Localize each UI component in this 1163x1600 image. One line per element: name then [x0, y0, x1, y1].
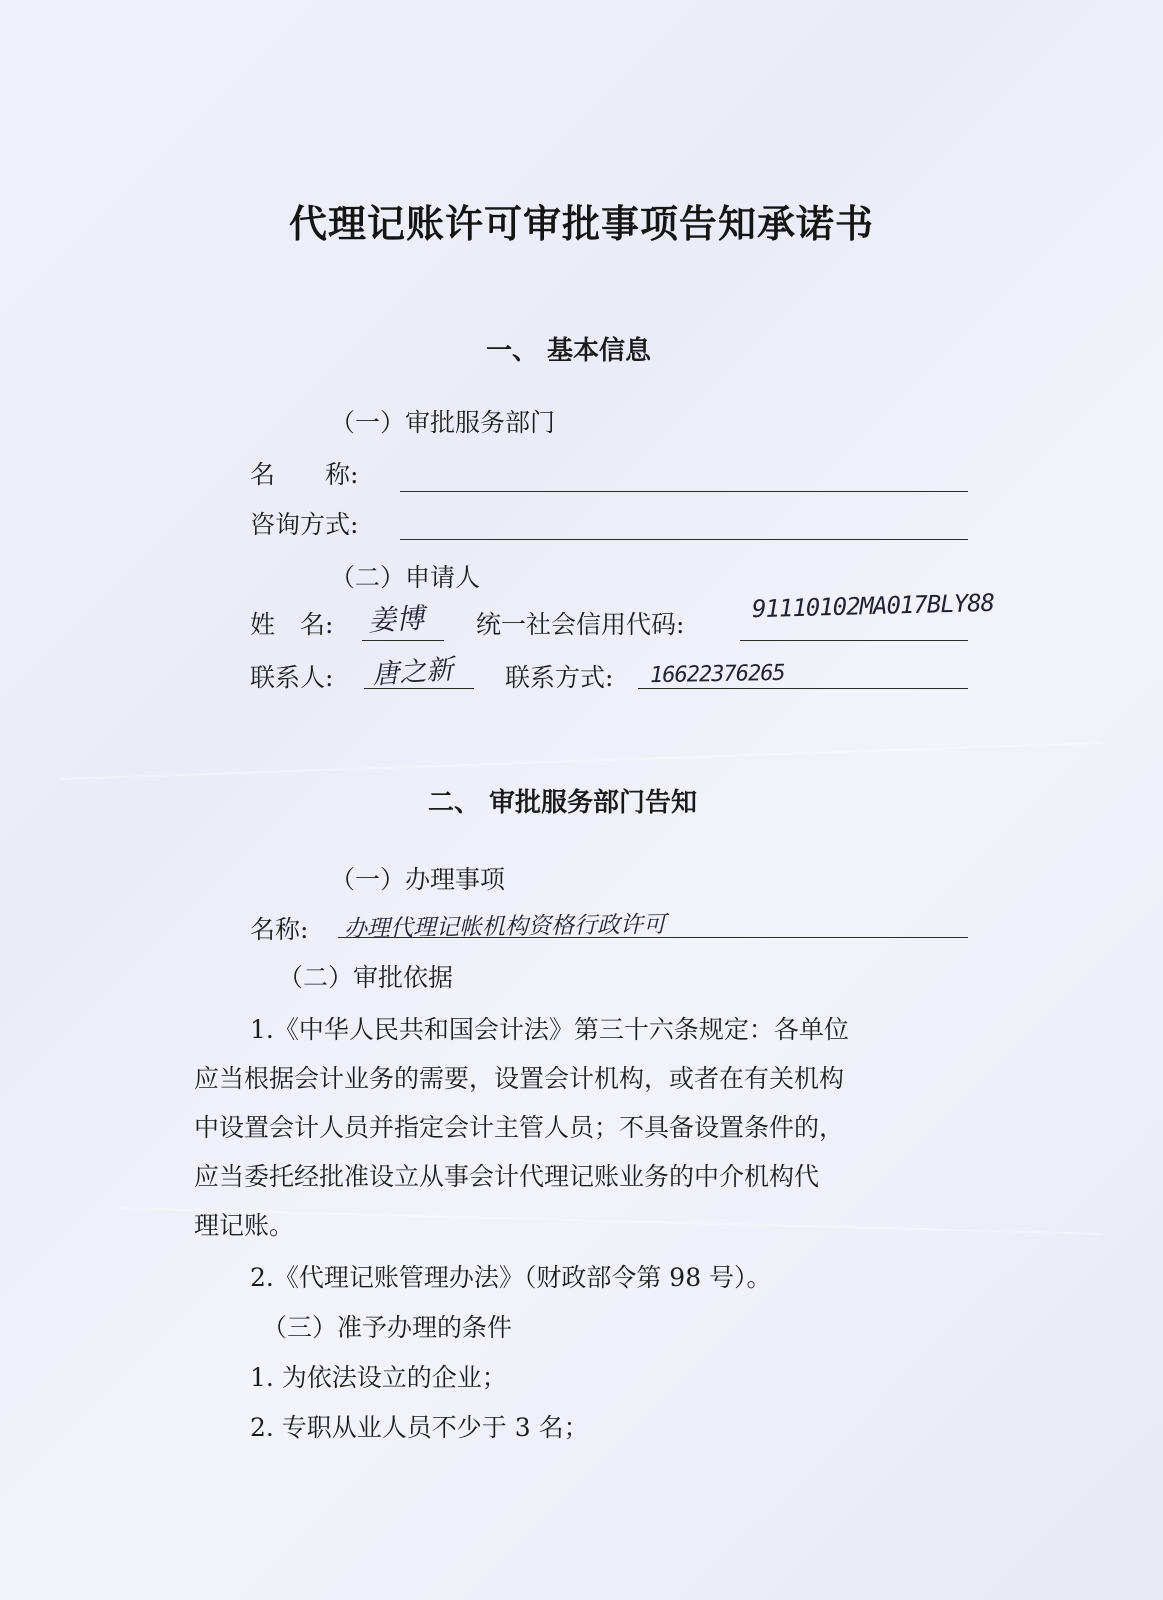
credit-code-field[interactable]	[740, 640, 968, 641]
legal-basis-item1-line3: 中设置会计人员并指定会计主管人员；不具备设置条件的，	[194, 1113, 845, 1142]
subheading-conditions: （三）准予办理的条件	[262, 1313, 513, 1342]
subheading-matter: （一）办理事项	[330, 865, 506, 894]
section-heading-basic-info: 一、 基本信息	[486, 336, 652, 366]
applicant-name-field[interactable]	[362, 640, 444, 641]
contact-person-handwritten: 唐之新	[371, 654, 455, 691]
paper-crease	[60, 742, 1099, 780]
matter-name-label: 名称:	[250, 915, 309, 944]
credit-code-handwritten: 91110102MA017BLY88	[751, 588, 995, 624]
credit-code-label: 统一社会信用代码:	[476, 610, 685, 639]
subheading-applicant: （二）申请人	[330, 563, 481, 592]
matter-name-field[interactable]	[338, 937, 968, 938]
condition-item-1: 1. 为依法设立的企业；	[250, 1363, 507, 1392]
applicant-name-handwritten: 姜博	[367, 601, 425, 638]
contact-person-field[interactable]	[364, 688, 474, 689]
legal-basis-item1-line4: 应当委托经批准设立从事会计代理记账业务的中介机构代	[194, 1162, 820, 1191]
contact-phone-handwritten: 16622376265	[649, 660, 785, 689]
contact-person-label: 联系人:	[250, 663, 334, 692]
condition-item-2: 2. 专职从业人员不少于 3 名；	[250, 1413, 589, 1442]
contact-phone-field[interactable]	[638, 688, 968, 689]
applicant-name-label: 姓 名:	[250, 610, 334, 639]
consult-method-label: 咨询方式:	[250, 510, 359, 539]
legal-basis-item1-line1: 1.《中华人民共和国会计法》第三十六条规定：各单位	[250, 1015, 849, 1044]
legal-basis-item2: 2.《代理记账管理办法》（财政部令第 98 号）。	[250, 1263, 772, 1292]
matter-name-handwritten: 办理代理记帐机构资格行政许可	[343, 911, 667, 943]
department-name-field[interactable]	[400, 491, 968, 492]
subheading-legal-basis: （二）审批依据	[278, 963, 454, 992]
department-name-label: 名 称:	[250, 460, 359, 489]
subheading-approval-department: （一）审批服务部门	[330, 408, 556, 437]
section-heading-department-notice: 二、 审批服务部门告知	[428, 788, 698, 818]
consult-method-field[interactable]	[400, 539, 968, 540]
legal-basis-item1-line2: 应当根据会计业务的需要，设置会计机构，或者在有关机构	[194, 1064, 845, 1093]
legal-basis-item1-line5: 理记账。	[194, 1211, 295, 1240]
document-title: 代理记账许可审批事项告知承诺书	[288, 202, 874, 246]
contact-phone-label: 联系方式:	[505, 663, 614, 692]
